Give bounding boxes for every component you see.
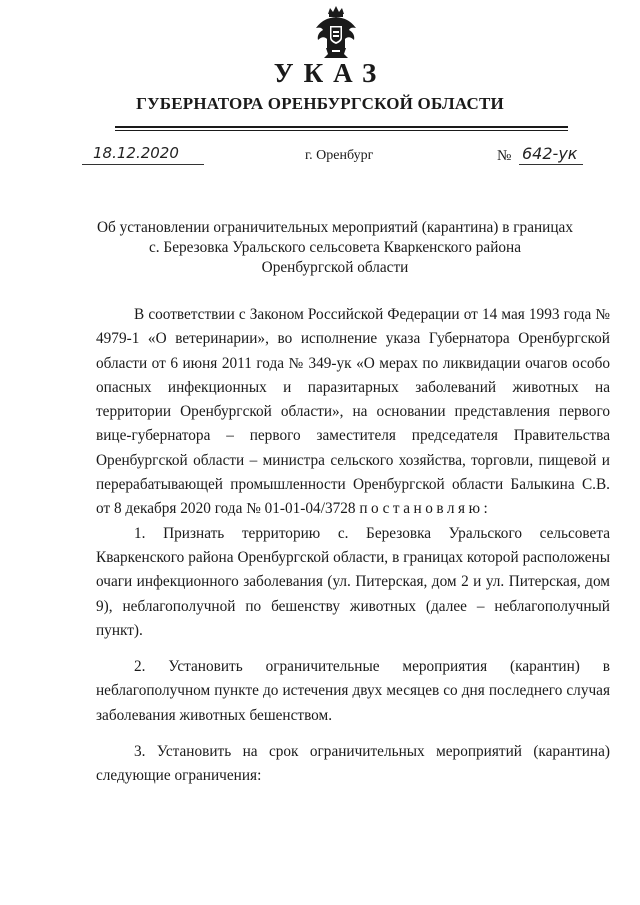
preamble-paragraph (96, 303, 610, 522)
header-rule-thick (115, 126, 568, 128)
decree-body (96, 303, 610, 789)
decree-number: 642-ук (522, 144, 578, 163)
date-underline (82, 164, 204, 165)
document-subtitle: ГУБЕРНАТОРА ОРЕНБУРГСКОЙ ОБЛАСТИ (136, 94, 504, 113)
header-rule-thin (115, 130, 568, 131)
document-title: УКАЗ (273, 58, 387, 88)
subject-line: Об установлении ограничительных мероприятий (карантина) в границах (97, 219, 573, 236)
decree-subject (70, 218, 600, 278)
subject-line: с. Березовка Уральского сельсовета Кваркенского района (148, 239, 522, 256)
decree-date: 18.12.2020 (93, 144, 179, 162)
preamble-text: В соответствии с Законом Российской Федерации от 14 мая 1993 года № 4979-1 «О ветеринарии», во исполнение указа Губернатора Оренбургской области от 6 июня 2011 года № 349-ук «О мерах по ликвидации очагов особо опасных инфекционных и паразитарных заболеваний животных на территории Оренбургской области», на основании представления первого вице-губернатора – первого заместителя председателя Правительства Оренбургской области – министра сельского хозяйства, торговли, пищевой и перерабатывающей промышленности Оренбургской области Балыкина С.В. от 8 декабря 2020 года № 01-01-04/3728 (96, 306, 610, 518)
item-paragraph: 2. Установить ограничительные мероприятия (карантин) в неблагополучном пункте до истечения двух месяцев со дня последнего случая заболевания животных бешенством. (96, 658, 610, 724)
coat-of-arms-icon (314, 6, 358, 60)
decree-city: г. Оренбург (305, 148, 374, 163)
item-paragraph: 3. Установить на срок ограничительных мероприятий (карантина) следующие ограничения: (96, 743, 610, 785)
item-paragraph: 1. Признать территорию с. Березовка Уральского сельсовета Кваркенского района Оренбургской области, в границах которой расположены очаги инфекционного заболевания (ул. Питерская, дом 2 и ул. Питерская, дом 9), неблагополучной по бешенству животных (далее – неблагополучный пункт). (96, 524, 610, 639)
decree-keyword: постановляю: (359, 500, 492, 518)
subject-line: Оренбургской области (261, 259, 409, 276)
number-sign: № (497, 148, 512, 164)
number-underline (519, 164, 583, 165)
